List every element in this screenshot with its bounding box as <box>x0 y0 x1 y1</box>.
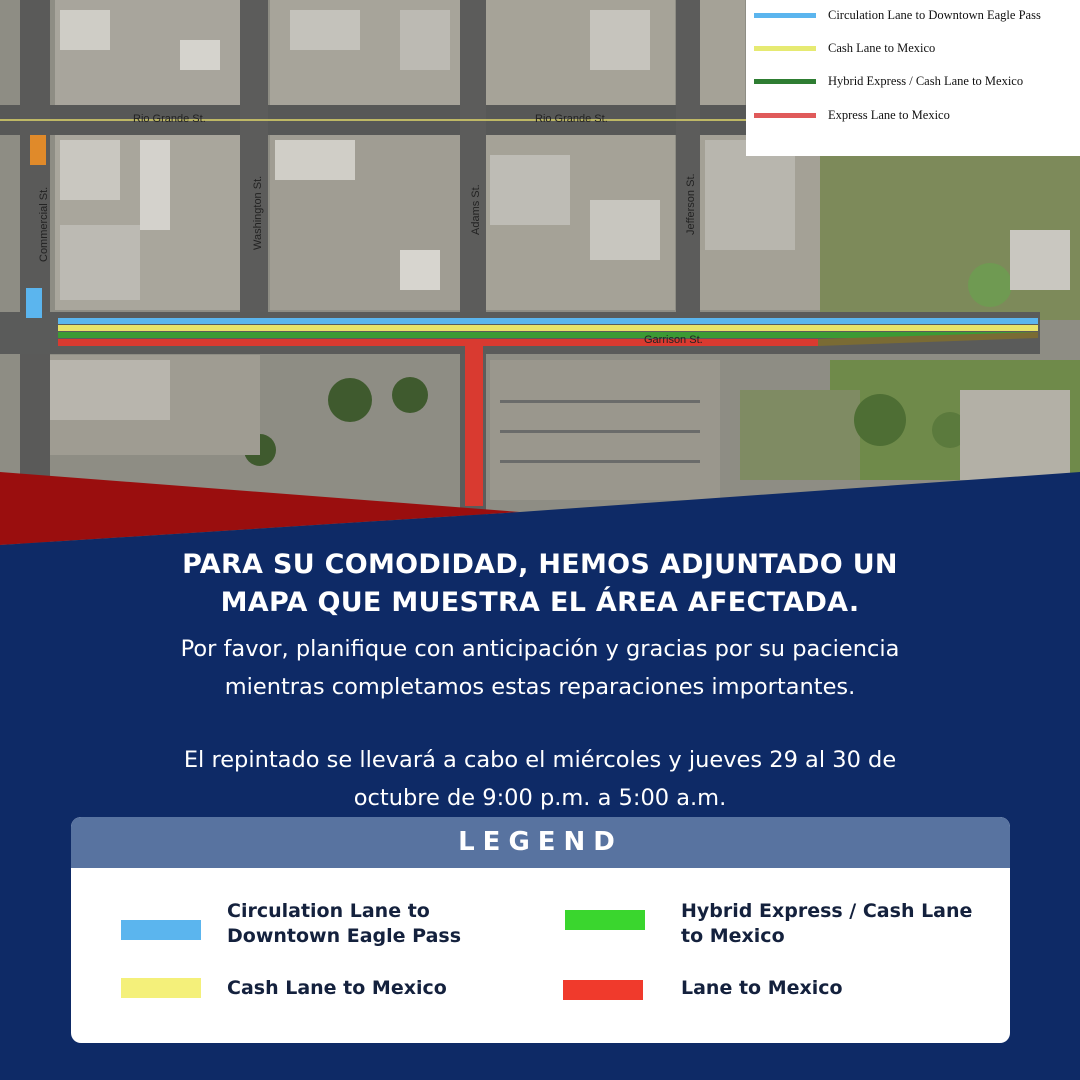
legend-title: LEGEND <box>71 817 1010 868</box>
legend-swatch-circulation <box>121 920 201 940</box>
inset-legend-item <box>754 8 1041 23</box>
map-inset-legend <box>746 0 1080 156</box>
inset-swatch-hybrid <box>754 79 816 84</box>
legend-swatch-express <box>563 980 643 1000</box>
body1-line-2: mientras completamos estas reparaciones importantes. <box>224 674 856 700</box>
legend-label-hybrid-line-2: to Mexico <box>681 925 785 947</box>
street-label-adams: Adams St. <box>470 184 482 235</box>
body2-line-2: octubre de 9:00 p.m. a 5:00 a.m. <box>353 785 727 811</box>
body-paragraph-1 <box>40 630 1040 706</box>
legend-swatch-cash <box>121 978 201 998</box>
street-label-rio-grande-right: Rio Grande St. <box>535 113 608 125</box>
street-label-rio-grande-left: Rio Grande St. <box>133 113 206 125</box>
body-paragraph-2 <box>40 741 1040 817</box>
inset-swatch-express <box>754 113 816 118</box>
inset-swatch-cash <box>754 46 816 51</box>
street-label-jefferson: Jefferson St. <box>685 173 697 235</box>
legend-label-hybrid-line-1: Hybrid Express / Cash Lane <box>681 900 973 922</box>
legend-label-express: Lane to Mexico <box>681 977 843 999</box>
inset-legend-item <box>754 41 935 56</box>
legend-label-circulation-line-2: Downtown Eagle Pass <box>227 925 462 947</box>
inset-swatch-circulation <box>754 13 816 18</box>
inset-label-cash: Cash Lane to Mexico <box>828 41 936 55</box>
legend-swatch-hybrid <box>565 910 645 930</box>
body1-line-1: Por favor, planifique con anticipación y gracias por su paciencia <box>180 636 900 662</box>
inset-legend-item <box>754 74 1023 89</box>
headline-line-1: PARA SU COMODIDAD, HEMOS ADJUNTADO UN <box>182 549 898 580</box>
legend-label-circulation <box>227 899 527 949</box>
legend-label-cash: Cash Lane to Mexico <box>227 977 447 999</box>
inset-label-express: Express Lane to Mexico <box>828 108 950 122</box>
inset-legend-item <box>754 108 950 123</box>
street-label-commercial: Commercial St. <box>38 186 50 262</box>
headline <box>40 546 1040 622</box>
legend-label-circulation-line-1: Circulation Lane to <box>227 900 430 922</box>
inset-label-circulation: Circulation Lane to Downtown Eagle Pass <box>828 8 1041 22</box>
inset-label-hybrid: Hybrid Express / Cash Lane to Mexico <box>828 74 1024 88</box>
street-label-washington: Washington St. <box>252 175 264 250</box>
legend-card <box>71 817 1010 1043</box>
legend-label-hybrid <box>681 899 981 949</box>
street-label-garrison: Garrison St. <box>644 334 703 346</box>
headline-line-2: MAPA QUE MUESTRA EL ÁREA AFECTADA. <box>220 587 860 618</box>
body2-line-1: El repintado se llevará a cabo el miércoles y jueves 29 al 30 de <box>183 747 897 773</box>
